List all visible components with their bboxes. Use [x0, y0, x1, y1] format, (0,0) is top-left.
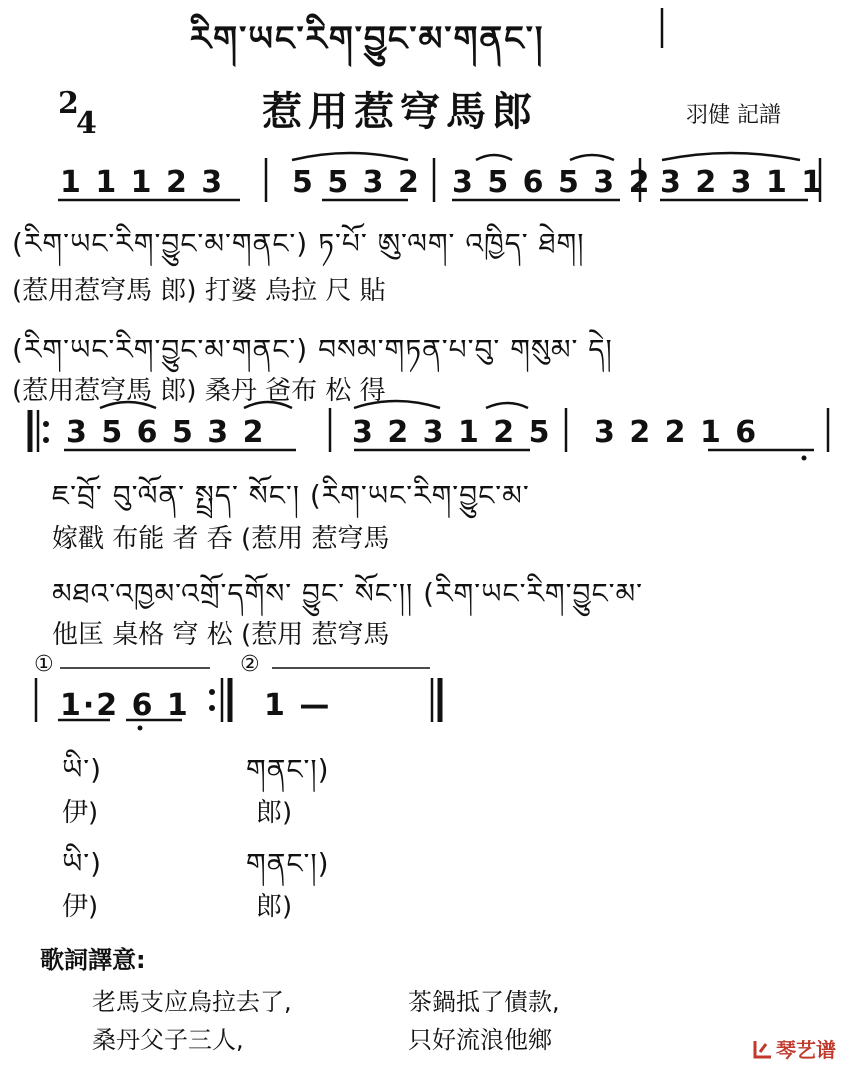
- lyric-end-tibetan-1: ཡི་): [62, 753, 103, 786]
- measure-2-1: 3 5 6 5 3 2: [66, 415, 266, 450]
- lyric-tibetan-4: མཐའ་འཁྱམ་འགྲོ་དགོས་ བྱུང་ སོང་།། (རིག་ཡང་རིག་བྱུང་མ་: [52, 577, 644, 610]
- lyric-end-chinese-2: 伊): [62, 892, 99, 922]
- translation-line-1b: 茶鍋抵了債款,: [408, 988, 560, 1016]
- lyric-tibetan-1: (རིག་ཡང་རིག་བྱུང་མ་གནང་) ཏ་པོ་ ཨུ་ལག་ འཁྱིད་ ཐེག།: [12, 227, 585, 260]
- octave-dot-6: [802, 456, 807, 461]
- title-tibetan: རིག་ཡང་རིག་བྱུང་མ་གནང་།: [190, 19, 545, 59]
- repeat-dot-start-bottom: [43, 437, 49, 443]
- translation-line-2b: 只好流浪他鄉: [408, 1026, 552, 1054]
- repeat-dot-end-top: [209, 689, 215, 695]
- slur-2-1: [100, 402, 156, 408]
- measure-2-3: 3 2 2 1 6: [594, 415, 759, 450]
- lyric-chinese-4: 他匡 桌格 穹 松 (惹用 惹穹馬: [52, 620, 390, 650]
- watermark-text: 琴艺谱: [776, 1038, 836, 1062]
- measure-1-2: 5 5 3 2: [292, 165, 421, 200]
- repeat-dot-start-top: [43, 421, 49, 427]
- slur-1-2: [476, 155, 512, 160]
- ending-2-label: ②: [240, 652, 260, 677]
- time-signature-bottom: 4: [76, 106, 97, 141]
- lyric-end-chinese-1: 伊): [62, 798, 99, 828]
- measure-2-2: 3 2 3 1 2 5: [352, 415, 552, 450]
- lyric-chinese-1: (惹用惹穹馬 郎) 打婆 烏拉 尺 貼: [12, 276, 386, 306]
- slur-2-3: [354, 401, 440, 408]
- octave-dot-6b: [138, 726, 143, 731]
- lyric-chinese-3: 嫁戳 布能 者 呑 (惹用 惹穹馬: [52, 524, 390, 554]
- slur-2-4: [486, 403, 528, 408]
- translation-line-2a: 桑丹父子三人,: [92, 1026, 244, 1054]
- lyric-end2-chinese-2: 郎): [256, 892, 293, 922]
- measure-1-4: 3 2 3 1 1: [660, 165, 825, 200]
- lyric-end-tibetan-2: ཡི་): [62, 847, 103, 880]
- title-chinese: 惹用惹穹馬郎: [262, 89, 538, 135]
- slur-1-1: [292, 153, 408, 160]
- repeat-dot-end-bottom: [209, 705, 215, 711]
- slur-2-2: [244, 402, 292, 408]
- slur-1-4: [662, 153, 800, 160]
- measure-1-1: 1 1 1 2 3: [60, 165, 225, 200]
- translation-heading: 歌詞譯意:: [40, 946, 146, 974]
- slur-1-3: [570, 155, 614, 160]
- ending-1-label: ①: [34, 652, 54, 677]
- time-signature-top: 2: [58, 86, 79, 121]
- measure-3-1: 1·2 6 1: [60, 688, 190, 723]
- lyric-end2-chinese-1: 郎): [256, 798, 293, 828]
- lyric-tibetan-2: (རིག་ཡང་རིག་བྱུང་མ་གནང་) བསམ་གཏན་པ་བུ་ གསུམ་ དེ།: [12, 333, 613, 366]
- recorder-credit: 羽健 記譜: [686, 103, 781, 128]
- lyric-end2-tibetan-2: གནང་།): [246, 847, 330, 880]
- measure-1-3: 3 5 6 5 3 2: [452, 165, 652, 200]
- lyric-end2-tibetan-1: གནང་།): [246, 753, 330, 786]
- lyric-tibetan-3: ཇ་བྲོ་ བུ་ལོན་ སྤྲད་ སོང་། (རིག་ཡང་རིག་བྱུང་མ་: [52, 479, 530, 512]
- lyric-chinese-2: (惹用惹穹馬 郎) 桑丹 爸布 松 得: [12, 376, 386, 406]
- measure-3-2: 1 —: [264, 688, 332, 723]
- translation-line-1a: 老馬支应烏拉去了,: [92, 988, 292, 1016]
